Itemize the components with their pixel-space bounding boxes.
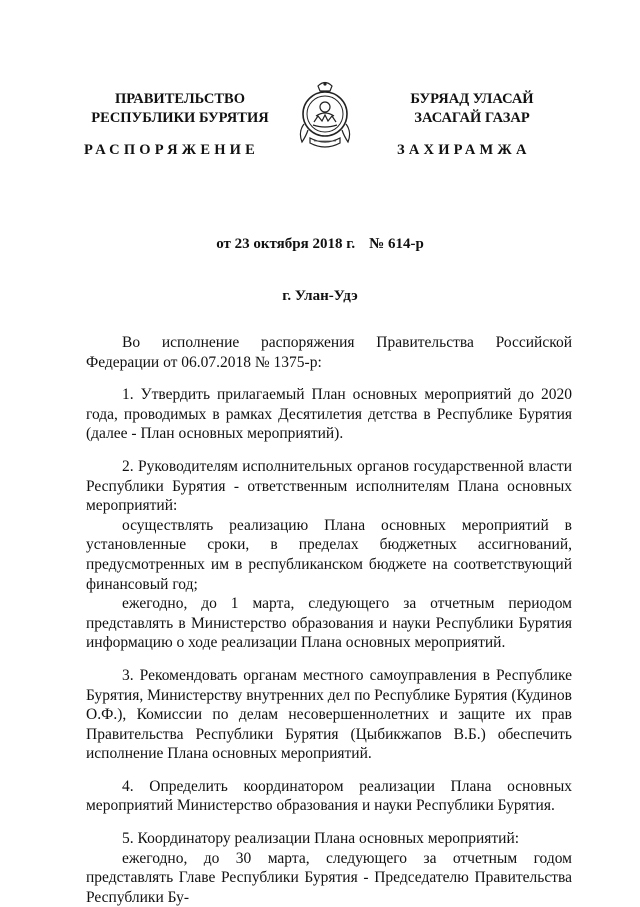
item-1-paragraph: 1. Утвердить прилагаемый План основных мероприятий до 2020 года, проводимых в рамках Десятилетия детства в Республике Бурятия (далее - План основных мероприятий). (86, 386, 572, 443)
document-type-russian: РАСПОРЯЖЕНИЕ (84, 142, 260, 158)
item-5a-paragraph: ежегодно, до 30 марта, следующего за отчетным годом представлять Главе Республики Бурятия - Председателю Правительства Республики Бу- (86, 849, 572, 906)
item-2b-paragraph: ежегодно, до 1 марта, следующего за отчетным периодом представлять в Министерство образования и науки Республики Бурятия информацию о ходе реализации Плана основных мероприятий. (86, 595, 572, 652)
issuer-line-2-buryat: ЗАСАГАЙ ГАЗАР (414, 110, 530, 126)
issuer-name-russian (80, 90, 280, 128)
document-type-buryat: ЗАХИРАМЖА (397, 142, 531, 158)
coat-of-arms-emblem-icon (296, 80, 354, 154)
issuer-line-1-buryat: БУРЯАД УЛАСАЙ (410, 91, 534, 107)
item-5-paragraph: 5. Координатору реализации Плана основных мероприятий: (122, 830, 520, 848)
date-and-number (0, 236, 640, 253)
document-number: № 614-р (369, 236, 424, 252)
intro-paragraph: Во исполнение распоряжения Правительства Российской Федерации от 06.07.2018 № 1375-р: (86, 334, 572, 371)
item-2-paragraph: 2. Руководителям исполнительных органов государственной власти Республики Бурятия - ответственным исполнителям Плана основных мероприятий: (86, 457, 572, 515)
item-2a-paragraph: осуществлять реализацию Плана основных мероприятий в установленные сроки, в пределах бюджетных ассигнований, предусмотренных им в республиканском бюджете на соответствующий финансовый год; (86, 516, 572, 593)
city: г. Улан-Удэ (282, 288, 358, 304)
document-date: от 23 октября 2018 г. (216, 236, 356, 252)
item-4-paragraph: 4. Определить координатором реализации Плана основных мероприятий Министерство образования и науки Республики Бурятия. (86, 777, 572, 815)
issuer-name-buryat (372, 90, 572, 128)
issuer-line-1: ПРАВИТЕЛЬСТВО (115, 91, 245, 107)
item-3-paragraph: 3. Рекомендовать органам местного самоуправления в Республике Бурятия, Министерству внутренних дел по Республике Бурятия (Кудинов О.Ф.), Комиссии по делам несовершеннолетних и защите их прав Правительства Республики Бурятия (Цыбикжапов В.Б.) обеспечить исполнение Плана основных мероприятий. (86, 666, 572, 763)
issuer-line-2: РЕСПУБЛИКИ БУРЯТИЯ (91, 110, 269, 126)
document-body (86, 333, 572, 907)
